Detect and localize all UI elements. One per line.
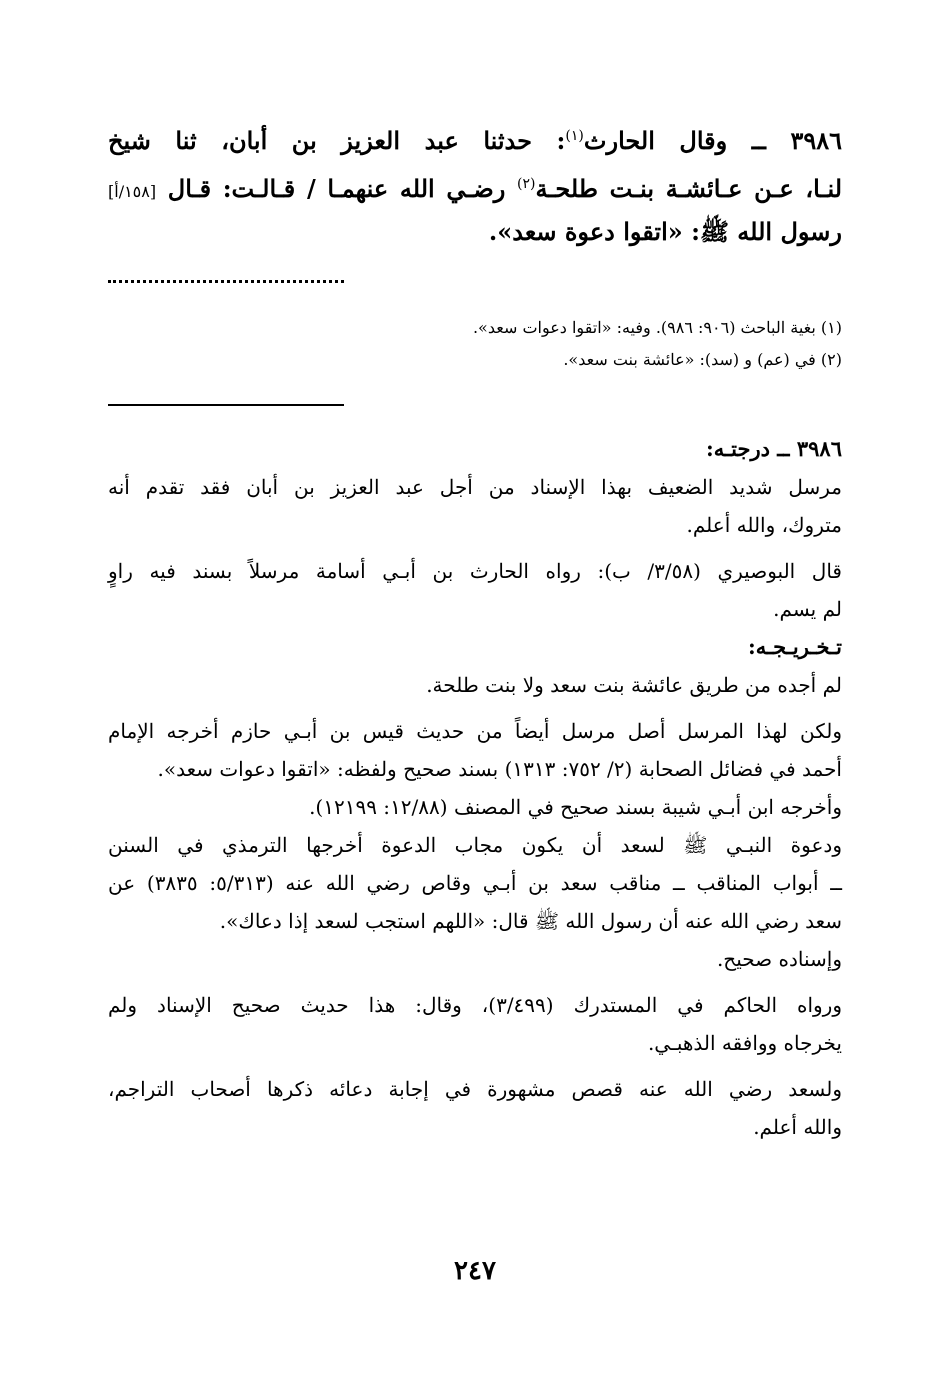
text-line: لم أجده من طريق عائشة بنت سعد ولا بنت طلحة. [426, 673, 842, 697]
text-line: يخرجاه ووافقه الذهبـي. [647, 1031, 842, 1055]
text-line: متروك، والله أعلم. [686, 513, 842, 537]
page [108, 0, 842, 1373]
footnote-ref[interactable]: (١) [565, 128, 584, 144]
grading-heading: ٣٩٨٦ ــ درجتـه: [705, 436, 842, 461]
hadith-line [108, 112, 842, 160]
text-line: والله أعلم. [753, 1115, 842, 1139]
text-line: مرسل شديد الضعيف بهذا الإسناد من أجل عبد العزيز بن أبان فقد تقدم أنه [108, 475, 842, 499]
hadith-line [108, 160, 842, 208]
footnotes [108, 312, 842, 376]
text-line: ورواه الحاكم في المستدرك (٣/٤٩٩)، وقال: هذا حديث صحيح الإسناد ولم [108, 993, 842, 1017]
text-line: ــ أبواب المناقب ــ مناقب سعد بن أبـي وقاص رضي الله عنه (٥/٣١٣: ٣٨٣٥) عن [108, 871, 842, 895]
takhrij-heading: تـخـريـجـه: [747, 634, 842, 659]
page-number: ٢٤٧ [454, 1256, 496, 1286]
footnote: (١) بغية الباحث (٩٠٦: ٩٨٦). وفيه: «اتقوا دعوات سعد». [472, 318, 842, 337]
text-line: وأخرجه ابن أبـي شيبة بسند صحيح في المصنف (١٢/٨٨: ١٢١٩٩). [309, 795, 842, 819]
hadith-text [108, 112, 842, 256]
text-line: قال البوصيري (٣/٥٨/ ب): رواه الحارث بن أبـي أسامة مرسلاً بسند فيه راوٍ [108, 559, 842, 583]
text-line: سعد رضي الله عنه أن رسول الله ﷺ قال: «اللهم استجب لسعد إذا دعاك». [219, 909, 842, 933]
text-line: أحمد في فضائل الصحابة (٢/ ٧٥٢: ١٣١٣) بسند صحيح ولفظه: «اتقوا دعوات سعد». [157, 757, 842, 781]
text-line: لم يسم. [773, 597, 842, 621]
text-line: ولسعد رضي الله عنه قصص مشهورة في إجابة دعائه ذكرها أصحاب التراجم، [108, 1077, 842, 1101]
hadith-isnad: : حدثنا عبد العزيز بن أبان، ثنا شيخ [108, 126, 566, 155]
section-rule [108, 404, 344, 406]
commentary [108, 430, 842, 1146]
folio-marker: [١٥٨/أ] [108, 182, 157, 201]
text-line: ولكن لهذا المرسل أصل مرسل أيضاً من حديث قيس بن أبـي حازم أخرجه الإمام [108, 719, 842, 743]
hadith-isnad: لنـا، عـن عـائشـة بنـت طلحـة [535, 174, 843, 203]
footnote-ref[interactable]: (٢) [517, 176, 536, 192]
footnote-separator [108, 280, 344, 287]
hadith-line: رسول الله ﷺ: «اتقوا دعوة سعد». [488, 217, 842, 246]
text-line: ودعوة النبـي ﷺ لسعد أن يكون مجاب الدعوة أخرجها الترمذي في السنن [108, 833, 842, 857]
text-line: وإسناده صحيح. [716, 947, 842, 971]
hadith-isnad: رضـي الله عنهمـا / قـالـت: قـال [167, 174, 518, 203]
hadith-number-intro: ٣٩٨٦ ــ وقال الحارث [583, 126, 842, 155]
footnote: (٢) في (عم) و (سد): «عائشة بنت سعد». [563, 350, 842, 369]
